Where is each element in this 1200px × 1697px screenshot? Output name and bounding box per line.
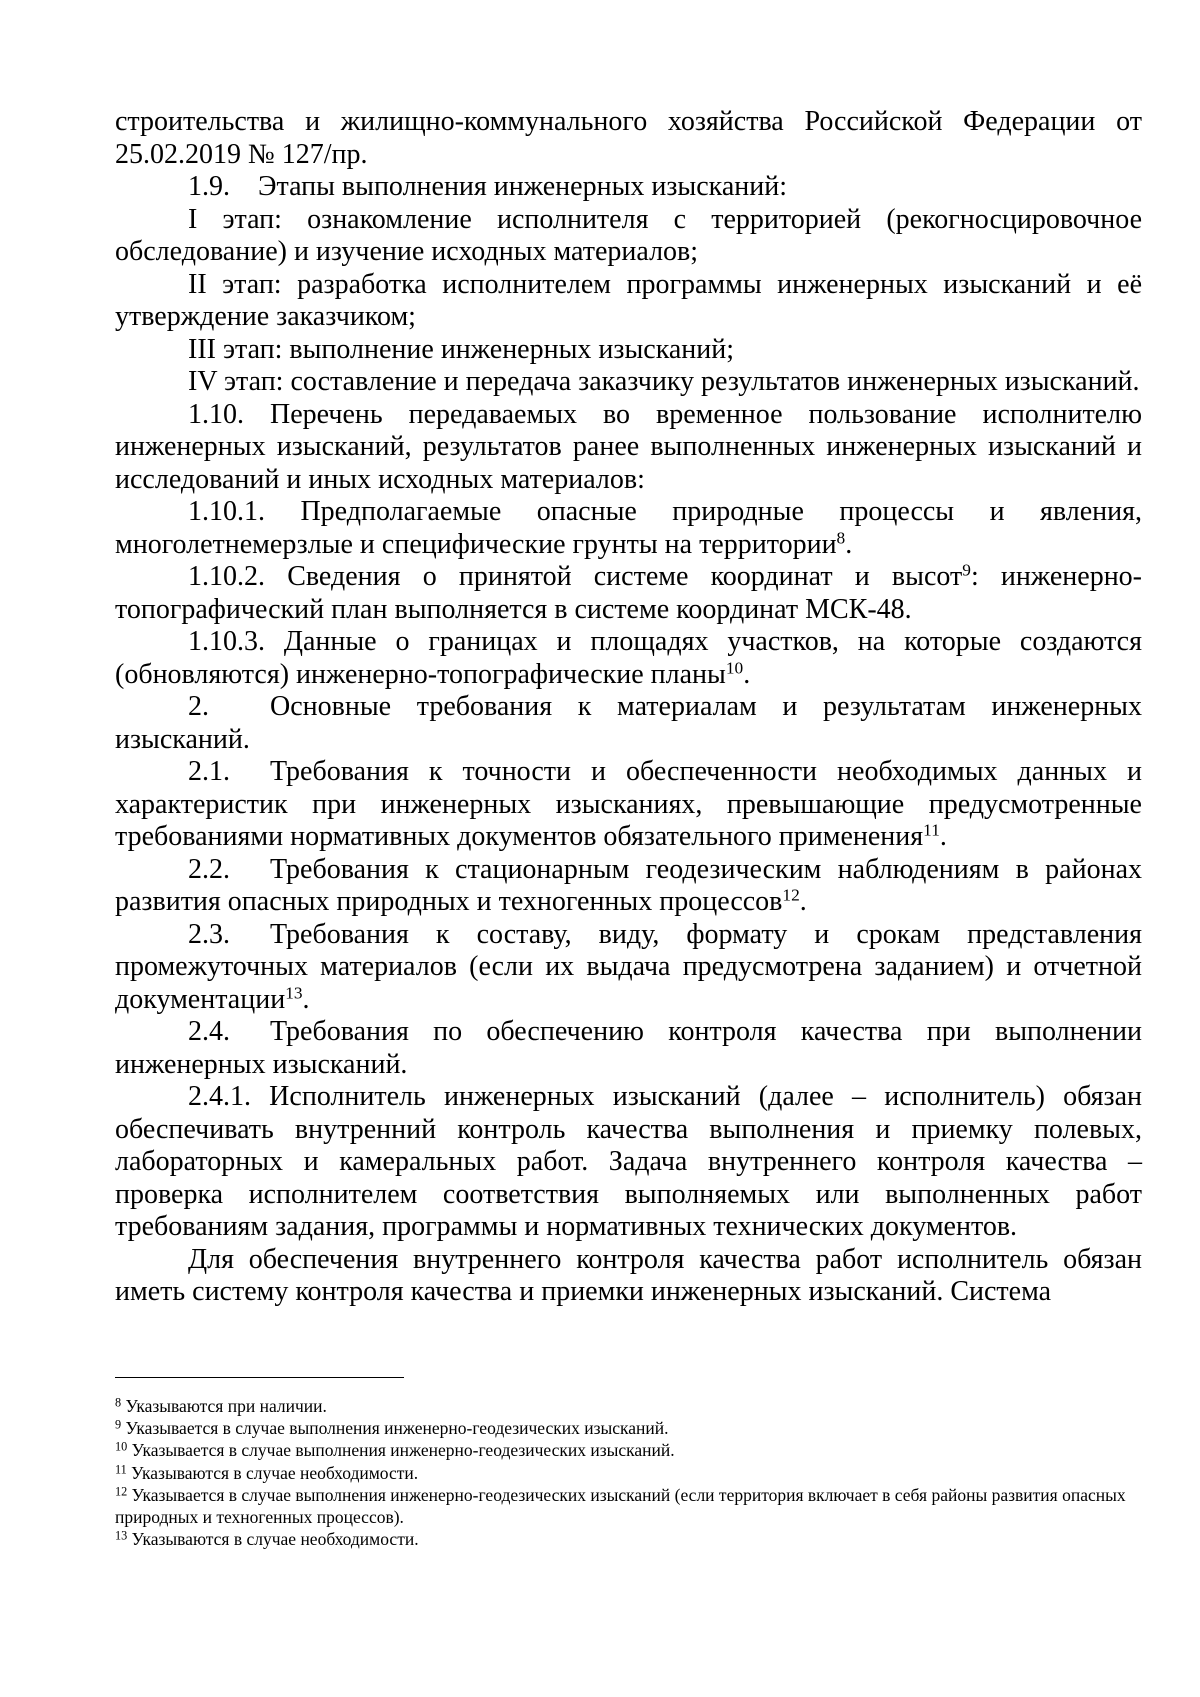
footnote-separator (115, 1377, 404, 1378)
clause-number: 2.3. (188, 918, 230, 950)
footnote-11: $^{11}$ Указываются в случае необходимости. (115, 1462, 419, 1483)
clause-number: 2.4. (188, 1016, 230, 1047)
paragraph-2-3: 2.3. Требования к составу, виду, формату и срокам представления промежуточных материалов (если их выдача предусмотрена заданием) и отчетной документации$^{13}$. (115, 918, 1142, 1015)
paragraph-continuation: строительства и жилищно-коммунального хозяйства Российской Федерации от 25.02.2019 № 127/пр. (115, 106, 1142, 170)
document-body (115, 106, 1142, 1309)
footnote-13: $^{13}$ Указываются в случае необходимости. (115, 1528, 419, 1550)
paragraph-1-10-2: 1.10.2. Сведения о принятой системе координат и высот$^9$: инженерно-топографический план выполняется в системе координат МСК-48. (115, 560, 1142, 625)
footnote-mark: 9 (115, 1417, 122, 1432)
paragraph-1-10: 1.10. Перечень передаваемых во временное пользование исполнителю инженерных изысканий, результатов ранее выполненных инженерных изысканий и исследований и иных исходных материалов: (115, 398, 1142, 495)
paragraph-1-10-1: 1.10.1. Предполагаемые опасные природные процессы и явления, многолетнемерзлые и специфические грунты на территории$^8$. (115, 496, 1142, 560)
clause-number: 2.1. (188, 756, 230, 787)
footnote-10: $^{10}$ Указывается в случае выполнения инженерно-геодезических изысканий. (115, 1439, 675, 1461)
paragraph-stage-1: I этап: ознакомление исполнителя с территорией (рекогносцировочное обследование) и изучение исходных материалов; (115, 203, 1142, 267)
paragraph-2: 2. Основные требования к материалам и результатам инженерных изысканий. (115, 691, 1142, 755)
footnote-ref: 13 (285, 982, 303, 1002)
paragraph-2-4-1: 2.4.1. Исполнитель инженерных изысканий (далее – исполнитель) обязан обеспечивать внутренний контроль качества выполнения и приемку полевых, лабораторных и камеральных работ. Задача внутреннего контроля качества – проверка исполнителем соответствия выполняемых или выполненных работ требованиям задания, программы и нормативных технических документов. (115, 1081, 1142, 1242)
paragraph-1-10-3: 1.10.3. Данные о границах и площадях участков, на которые создаются (обновляются) инженерно-топографические планы$^{10}$. (115, 626, 1142, 690)
footnote-ref: 12 (782, 885, 800, 905)
footnote-ref: 11 (923, 820, 940, 840)
footnotes (115, 1395, 1142, 1550)
footnote-mark: 12 (115, 1484, 128, 1499)
paragraph-2-4: 2.4. Требования по обеспечению контроля качества при выполнении инженерных изысканий. (115, 1016, 1142, 1080)
footnote-ref: 9 (962, 560, 971, 580)
paragraph-2-1: 2.1. Требования к точности и обеспеченности необходимых данных и характеристик при инженерных изысканиях, превышающие предусмотренные требованиями нормативных документов обязательного применения$^{11}$. (115, 756, 1142, 852)
paragraph-quality-system: Для обеспечения внутреннего контроля качества работ исполнитель обязан иметь систему контроля качества и приемки инженерных изысканий. Система (115, 1243, 1142, 1307)
paragraph-1-9: 1.9. Этапы выполнения инженерных изысканий: (188, 171, 788, 202)
footnote-mark: 13 (115, 1528, 128, 1543)
clause-number: 2. (188, 691, 209, 722)
footnote-8: $^8$ Указываются при наличии. (115, 1395, 327, 1416)
paragraph-2-2: 2.2. Требования к стационарным геодезическим наблюдениям в районах развития опасных природных и техногенных процессов$^{12}$. (115, 853, 1142, 917)
paragraph-stage-2: II этап: разработка исполнителем программы инженерных изысканий и её утверждение заказчиком; (115, 268, 1142, 332)
footnote-ref: 8 (836, 527, 846, 547)
footnote-mark: 10 (115, 1439, 128, 1454)
clause-number: 1.9. (188, 171, 230, 202)
footnote-mark: 8 (115, 1395, 122, 1410)
paragraph-stage-3: III этап: выполнение инженерных изысканий; (188, 333, 735, 365)
paragraph-stage-4: IV этап: составление и передача заказчику результатов инженерных изысканий. (188, 366, 1140, 397)
footnote-12: $^{12}$ Указывается в случае выполнения инженерно-геодезических изысканий (если территория включает в себя районы развития опасных природных и техногенных процессов). (115, 1484, 1126, 1528)
footnote-mark: 11 (115, 1462, 127, 1477)
clause-number: 2.2. (188, 853, 230, 885)
footnote-ref: 10 (725, 657, 744, 677)
footnote-9: $^9$ Указывается в случае выполнения инженерно-геодезических изысканий. (115, 1417, 669, 1439)
